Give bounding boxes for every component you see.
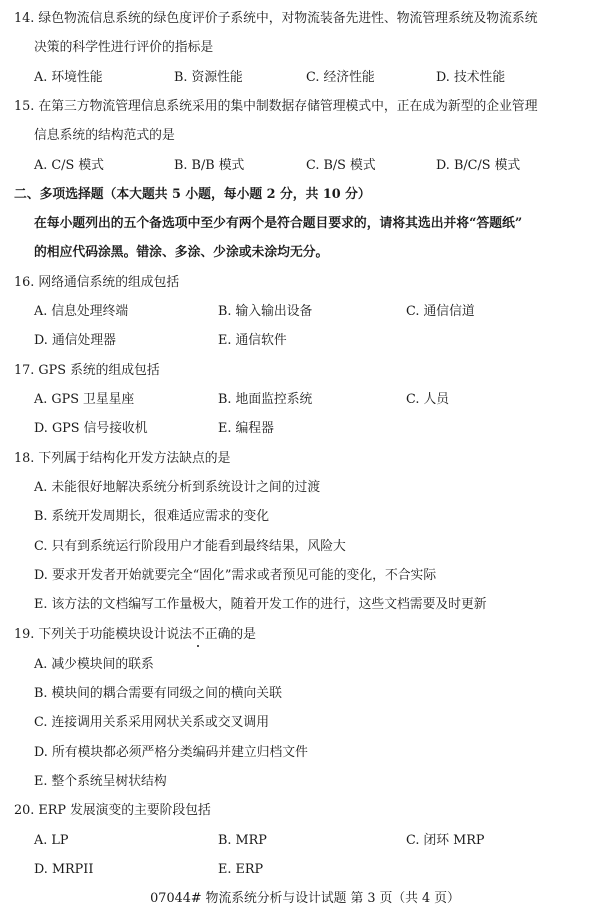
q17-option-c: C. 人员	[406, 392, 450, 407]
q18-option-c: C. 只有到系统运行阶段用户才能看到最终结果，风险大	[34, 539, 346, 554]
q17-option-d: D. GPS 信号接收机	[34, 421, 148, 436]
q15-option-a: A. C/S 模式	[34, 158, 104, 173]
q19-option-e: E. 整个系统呈树状结构	[34, 774, 167, 789]
q14-option-a: A. 环境性能	[34, 70, 103, 85]
q18-stem: 18. 下列属于结构化开发方法缺点的是	[14, 451, 231, 466]
page-footer: 07044# 物流系统分析与设计试题 第 3 页（共 4 页）	[150, 891, 460, 906]
q19-stem	[14, 629, 256, 642]
q18-option-b: B. 系统开发周期长，很难适应需求的变化	[34, 509, 270, 524]
q14-option-b: B. 资源性能	[174, 70, 243, 85]
q16-option-a: A. 信息处理终端	[34, 304, 129, 319]
q20-option-a: A. LP	[34, 833, 69, 848]
section2-instruction-line2: 的相应代码涂黑。错涂、多涂、少涂或未涂均无分。	[34, 245, 329, 260]
q18-option-a: A. 未能很好地解决系统分析到系统设计之间的过渡	[34, 480, 321, 495]
q14-option-c: C. 经济性能	[306, 70, 375, 85]
q14-option-d: D. 技术性能	[436, 70, 506, 85]
q19-option-a: A. 减少模块间的联系	[34, 657, 154, 672]
section2-title: 二、多项选择题（本大题共 5 小题，每小题 2 分，共 10 分）	[14, 187, 371, 202]
q15-stem-line2: 信息系统的结构范式的是	[34, 128, 175, 143]
q16-stem: 16. 网络通信系统的组成包括	[14, 275, 180, 290]
q14-stem-line1: 14. 绿色物流信息系统的绿色度评价子系统中，对物流装备先进性、物流管理系统及物流系统	[14, 11, 538, 26]
q18-option-d: D. 要求开发者开始就要完全“固化”需求或者预见可能的变化，不合实际	[34, 568, 437, 583]
q19-stem-post: 正确的是	[204, 627, 256, 642]
q15-stem-line1: 15. 在第三方物流管理信息系统采用的集中制数据存储管理模式中，正在成为新型的企业管理	[14, 99, 538, 114]
q20-option-b: B. MRP	[218, 833, 267, 848]
q15-option-b: B. B/B 模式	[174, 158, 245, 173]
q17-option-a: A. GPS 卫星星座	[34, 392, 135, 407]
q16-option-d: D. 通信处理器	[34, 333, 116, 348]
q20-stem: 20. ERP 发展演变的主要阶段包括	[14, 803, 211, 818]
q20-option-e: E. ERP	[218, 862, 264, 877]
q17-stem: 17. GPS 系统的组成包括	[14, 363, 160, 378]
q19-stem-pre: 19. 下列关于功能模块设计说法	[14, 627, 192, 642]
q15-option-c: C. B/S 模式	[306, 158, 376, 173]
q14-stem-line2: 决策的科学性进行评价的指标是	[34, 40, 214, 55]
section2-instruction-line1: 在每小题列出的五个备选项中至少有两个是符合题目要求的，请将其选出并将“答题纸”	[34, 216, 523, 231]
q19-option-c: C. 连接调用关系采用网状关系或交叉调用	[34, 715, 270, 730]
q19-option-b: B. 模块间的耦合需要有同级之间的横向关联	[34, 686, 282, 701]
q20-option-d: D. MRPII	[34, 862, 94, 877]
q18-option-e: E. 该方法的文档编写工作量极大，随着开发工作的进行，这些文档需要及时更新	[34, 597, 487, 612]
q16-option-e: E. 通信软件	[218, 333, 287, 348]
q16-option-b: B. 输入输出设备	[218, 304, 313, 319]
q16-option-c: C. 通信信道	[406, 304, 475, 319]
q20-option-c: C. 闭环 MRP	[406, 833, 485, 848]
q19-option-d: D. 所有模块都必须严格分类编码并建立归档文件	[34, 745, 308, 760]
q19-stem-emphasis: 不	[191, 627, 205, 642]
q17-option-b: B. 地面监控系统	[218, 392, 313, 407]
q17-option-e: E. 编程器	[218, 421, 274, 436]
q15-option-d: D. B/C/S 模式	[436, 158, 521, 173]
